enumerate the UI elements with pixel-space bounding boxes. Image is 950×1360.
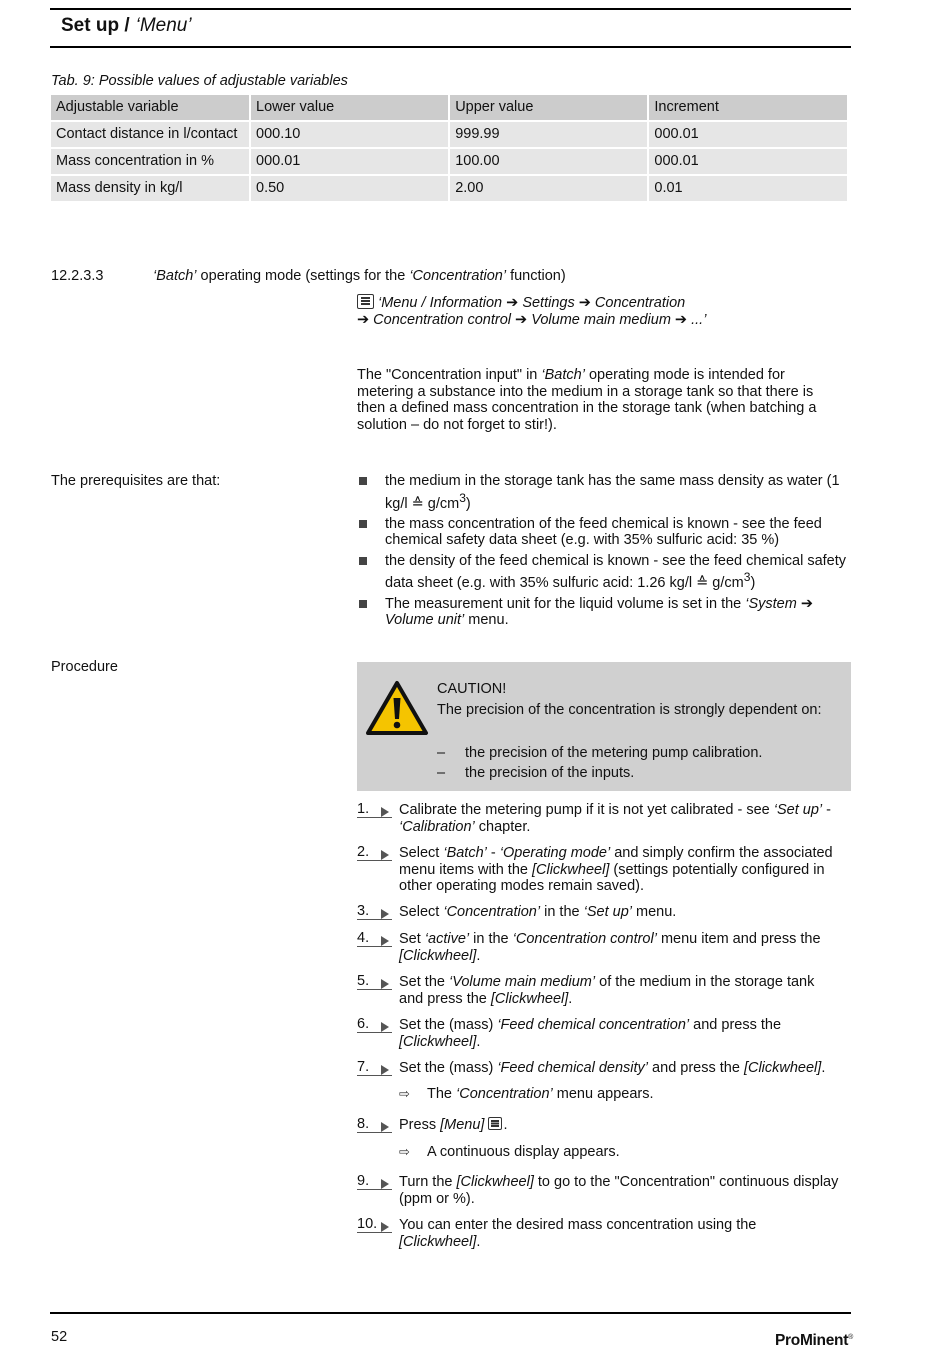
table-row: [51, 122, 847, 147]
step-text-emphasis: ‘Batch’: [443, 845, 487, 861]
table-cell: Contact distance in l/contact: [51, 122, 249, 147]
step-text-block: [399, 1217, 839, 1250]
step-arrow-icon: [381, 979, 389, 989]
section-title-mid: operating mode (settings for the: [196, 268, 410, 284]
table-row: [51, 149, 847, 174]
step-arrow-icon: [381, 1179, 389, 1189]
step-text: Set the: [399, 974, 449, 990]
step-number: 3.: [357, 904, 392, 920]
step-text: Set the (mass): [399, 1017, 498, 1033]
header-bottom-rule: [50, 46, 851, 48]
section-title-end: function): [506, 268, 566, 284]
step-number: 8.: [357, 1117, 392, 1133]
page-header-title: [61, 15, 192, 37]
menu-path-line2: ➔ Concentration control ➔ Volume main medium ➔ ...’: [357, 311, 707, 328]
step-text: Turn the: [399, 1174, 457, 1190]
step-text: Set: [399, 931, 425, 947]
caution-box: [357, 662, 851, 791]
result-arrow-icon: ⇨: [399, 1086, 410, 1101]
list-item-text: the medium in the storage tank has the same mass density as water (1 kg/l ≙ g/cm: [385, 473, 840, 512]
list-item-italic: ‘System ➔ Volume unit’: [385, 595, 814, 629]
step-arrow-icon: [381, 909, 389, 919]
step-text-emphasis: [Clickwheel]: [399, 1033, 477, 1050]
step-text-emphasis: ‘Feed chemical concentration’: [497, 1017, 690, 1033]
list-item-text: ): [465, 495, 471, 512]
step-text: and simply confirm the associated menu items with the: [399, 845, 833, 878]
table-cell: 0.50: [251, 176, 448, 201]
step-text-emphasis: ‘Set up’: [773, 802, 823, 818]
header-title-plain: Set up /: [61, 15, 130, 36]
step-text: in the: [540, 904, 584, 920]
step-text-emphasis: [Clickwheel]: [743, 1060, 822, 1076]
step-text-block: [399, 1117, 839, 1134]
table-header-row: [51, 95, 847, 120]
step-text: Calibrate the metering pump if it is not yet calibrated - see: [399, 802, 774, 818]
step-text-emphasis: ‘active’: [424, 931, 470, 947]
table-row: [51, 176, 847, 201]
step-text: .: [476, 1233, 481, 1250]
step-arrow-icon: [381, 1022, 389, 1032]
step-text: .: [503, 1117, 508, 1133]
table-cell: 2.00: [450, 176, 647, 201]
step-text-block: [399, 904, 839, 921]
caution-title: CAUTION!: [437, 681, 507, 697]
adjustable-variables-table: [49, 93, 849, 203]
step-text-emphasis: [Clickwheel]: [456, 1174, 534, 1190]
result-text: [427, 1086, 654, 1103]
step-text-block: [399, 1017, 839, 1050]
step-arrow-icon: [381, 807, 389, 817]
step-text-block: [399, 1060, 839, 1077]
section-title-concentration: ‘Concentration’: [409, 268, 507, 284]
section-number: 12.2.3.3: [51, 268, 104, 284]
section-title: [153, 268, 566, 285]
step-text-emphasis: ‘Operating mode’: [499, 845, 611, 861]
step-text-emphasis: ‘Feed chemical density’: [497, 1060, 649, 1076]
step-text: (settings potentially configured in other operating modes remain saved).: [399, 861, 825, 894]
superscript: 3: [459, 490, 466, 505]
intro-text-1: The "Concentration input" in: [357, 367, 542, 383]
result-text: [427, 1144, 620, 1161]
step-number: 7.: [357, 1060, 392, 1076]
step-text-emphasis: [Menu]: [440, 1117, 485, 1133]
caution-item-text: the precision of the inputs.: [465, 765, 635, 781]
table-cell: Mass concentration in %: [51, 149, 249, 174]
step-number: 4.: [357, 931, 392, 947]
step-text: of the medium in the storage tank and press the: [399, 974, 815, 1007]
step-arrow-icon: [381, 1222, 389, 1232]
list-item: [357, 473, 847, 512]
step-text: menu appears.: [552, 1086, 654, 1102]
dash-mark: –: [437, 765, 446, 781]
list-item: [357, 516, 847, 549]
table-caption: Tab. 9: Possible values of adjustable variables: [51, 73, 348, 89]
step-text: Set the (mass): [399, 1060, 498, 1076]
step-text: -: [486, 845, 500, 861]
step-text: Select: [399, 845, 444, 861]
step-number: 10.: [357, 1217, 392, 1233]
step-number: 2.: [357, 845, 392, 861]
step-text-emphasis: [Clickwheel]: [399, 947, 477, 964]
step-text-emphasis: ‘Set up’: [583, 904, 632, 920]
step-text: .: [476, 947, 481, 964]
list-item-text: The measurement unit for the liquid volume is set in the: [385, 595, 746, 612]
table-cell: 000.01: [649, 149, 847, 174]
step-text: The: [427, 1086, 457, 1102]
warning-icon: [365, 680, 429, 736]
caution-text: The precision of the concentration is strongly dependent on:: [437, 702, 822, 718]
step-text: Press: [399, 1117, 441, 1133]
caution-item-text: the precision of the metering pump calibration.: [465, 745, 763, 761]
page-number: 52: [51, 1329, 68, 1345]
step-text-emphasis: ‘Concentration control’: [512, 931, 657, 947]
prominent-logo: [775, 1330, 853, 1350]
step-text: You can enter the desired mass concentration using the: [399, 1217, 757, 1233]
step-text: menu.: [631, 904, 677, 920]
step-arrow-icon: [381, 850, 389, 860]
section-title-batch: ‘Batch’: [153, 268, 197, 284]
step-text: to go to the "Concentration" continuous display (ppm or %).: [399, 1174, 839, 1207]
step-text-emphasis: [Clickwheel]: [531, 861, 610, 878]
step-text: and press the: [689, 1017, 782, 1033]
step-number: 9.: [357, 1174, 392, 1190]
step-text: .: [568, 990, 573, 1007]
step-text: and press the: [648, 1060, 744, 1076]
menu-path-line1: ‘Menu / Information ➔ Settings ➔ Concentration: [378, 295, 686, 311]
table-cell: 000.01: [649, 122, 847, 147]
dash-mark: –: [437, 745, 446, 761]
list-item: [357, 553, 847, 592]
list-item-text: the density of the feed chemical is known - see the feed chemical safety data sheet (e.g. with 35% sulfuric acid: 1.26 kg/l ≙ g/cm: [385, 552, 847, 592]
step-number: 1.: [357, 802, 392, 818]
table-header-cell: Lower value: [251, 95, 448, 120]
brand-name: ProMinent: [775, 1332, 849, 1350]
table-cell: 100.00: [450, 149, 647, 174]
table-cell: 0.01: [649, 176, 847, 201]
menu-icon: [357, 294, 374, 309]
table-cell: 999.99: [450, 122, 647, 147]
table-header-cell: Increment: [649, 95, 847, 120]
list-item-text: ): [750, 575, 756, 592]
step-arrow-icon: [381, 936, 389, 946]
step-arrow-icon: [381, 1065, 389, 1075]
intro-paragraph: [357, 367, 842, 433]
procedure-label: Procedure: [51, 659, 118, 675]
step-text: chapter.: [474, 818, 531, 835]
list-item: [357, 596, 847, 629]
step-text-emphasis: ‘Concentration’: [443, 904, 541, 920]
table-cell: 000.10: [251, 122, 448, 147]
step-text: .: [821, 1060, 826, 1076]
step-text: in the: [469, 931, 513, 947]
step-text-block: [399, 931, 839, 964]
table-cell: 000.01: [251, 149, 448, 174]
step-arrow-icon: [381, 1122, 389, 1132]
table-cell: Mass density in kg/l: [51, 176, 249, 201]
step-number: 5.: [357, 974, 392, 990]
step-text-emphasis: [Clickwheel]: [490, 990, 569, 1007]
table-header-cell: Adjustable variable: [51, 95, 249, 120]
step-text: Select: [399, 904, 444, 920]
step-text-emphasis: ‘Concentration’: [456, 1086, 553, 1102]
step-text-block: [399, 845, 839, 895]
step-text: menu item and press the: [656, 931, 821, 947]
registered-mark: ®: [848, 1334, 853, 1341]
step-text-emphasis: [Clickwheel]: [399, 1233, 477, 1250]
step-text-block: [399, 974, 839, 1007]
menu-icon: [488, 1117, 502, 1130]
superscript: 3: [743, 570, 751, 585]
table-header-cell: Upper value: [450, 95, 647, 120]
prerequisites-label: The prerequisites are that:: [51, 473, 221, 489]
step-text-emphasis: ‘Calibration’: [399, 818, 475, 835]
intro-text-batch: ‘Batch’: [541, 367, 585, 383]
intro-text-2: operating mode is intended for metering a substance into the medium in a storage tank so that there is then a defined mass concentration in the storage tank (when batching a solution – do not forget to stir!).: [357, 367, 817, 433]
list-item-text: menu.: [464, 612, 509, 629]
list-item-text: the mass concentration of the feed chemical is known - see the feed chemical safety data sheet (e.g. with 35% sulfuric acid: 35 %): [385, 515, 822, 549]
step-text: -: [822, 802, 831, 818]
header-title-italic: ‘Menu’: [135, 15, 192, 36]
step-text: .: [476, 1033, 481, 1050]
prerequisites-list: [357, 473, 847, 633]
result-arrow-icon: ⇨: [399, 1144, 410, 1159]
step-number: 6.: [357, 1017, 392, 1033]
header-top-rule: [50, 8, 851, 10]
menu-path: [357, 294, 837, 328]
step-text-block: [399, 1174, 839, 1207]
step-text-emphasis: ‘Volume main medium’: [448, 974, 596, 990]
step-text-block: [399, 802, 839, 835]
step-text: A continuous display appears.: [427, 1144, 620, 1160]
footer-rule: [50, 1312, 851, 1314]
